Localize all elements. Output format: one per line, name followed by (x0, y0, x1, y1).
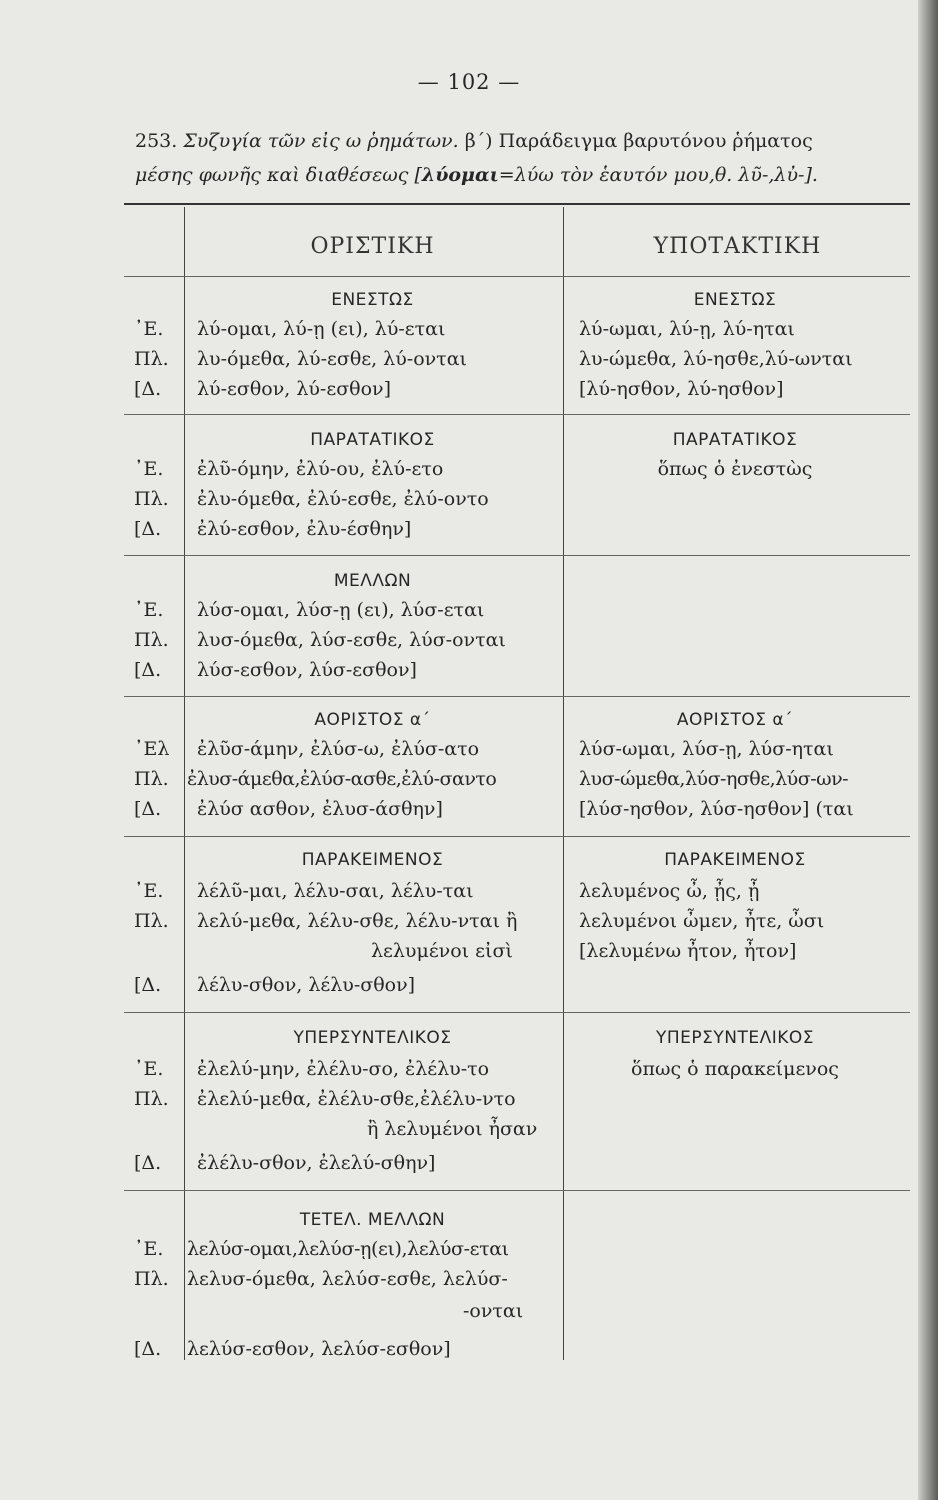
tense-heading-left: ΕΝΕΣΤΩΣ (331, 290, 414, 310)
tense-heading-right: ΑΟΡΙΣΤΟΣ α΄ (676, 710, 794, 730)
indicative-form: λυσ-όμεθα, λύσ-εσθε, λύσ-ονται (197, 629, 506, 651)
tense-heading-right: ΕΝΕΣΤΩΣ (693, 290, 777, 310)
number-label: Πλ. (134, 768, 169, 790)
indicative-form: ἐλῦσ-άμην, ἐλύσ-ω, ἐλύσ-ατο (197, 738, 480, 760)
subjunctive-form: [λελυμένω ἦτον, ἦτον] (579, 940, 797, 962)
conjugation-row (0, 488, 938, 518)
conjugation-row (0, 518, 938, 548)
section-heading-line-2 (135, 164, 910, 186)
subjunctive-form: λελυμένος ὦ, ᾖς, ᾖ (579, 880, 760, 902)
indicative-form: λύσ-ομαι, λύσ-ῃ (ει), λύσ-εται (197, 599, 485, 621)
conjugation-row (0, 458, 938, 488)
indicative-form: ἐλελύ-μεθα, ἐλέλυ-σθε,ἐλέλυ-ντο (197, 1088, 516, 1110)
number-label: Πλ. (134, 488, 169, 510)
indicative-form: ἐλῦ-όμην, ἐλύ-ου, ἐλύ-ετο (197, 458, 444, 480)
number-label: ᾽Ε. (134, 599, 164, 621)
conjugation-row (0, 798, 938, 828)
number-label: ᾽Ε. (134, 880, 164, 902)
indicative-form: λελύσ-ομαι,λελύσ-ῃ(ει),λελύσ-εται (187, 1238, 509, 1260)
conjugation-row (0, 318, 938, 348)
conjugation-row (0, 1058, 938, 1088)
subjunctive-form: λύ-ωμαι, λύ-ῃ, λύ-ηται (579, 318, 795, 340)
indicative-form: ἐλυσ-άμεθα,ἐλύσ-ασθε,ἐλύ-σαντο (187, 768, 497, 790)
conjugation-row (0, 974, 938, 1004)
indicative-form: ἐλυ-όμεθα, ἐλύ-εσθε, ἐλύ-οντο (197, 488, 489, 510)
tense-heading-left: ΜΕΛΛΩΝ (333, 571, 412, 591)
subjunctive-note: ὅπως ὁ ἐνεστὼς (657, 458, 813, 480)
tense-heading-right: ΥΠΕΡΣΥΝΤΕΛΙΚΟΣ (655, 1028, 815, 1048)
separator (124, 1190, 910, 1191)
tense-heading-left: ΠΑΡΑΤΑΤΙΚΟΣ (310, 430, 435, 450)
heading-line2-bold: λύομαι (421, 164, 499, 186)
tense-heading-left: ΑΟΡΙΣΤΟΣ α΄ (314, 710, 431, 730)
number-label: [Δ. (134, 378, 162, 400)
section-title-rest: β΄) Παράδειγμα βαρυτόνου ῥήματος (458, 130, 813, 152)
conjugation-row (0, 880, 938, 910)
conjugation-row (0, 1088, 938, 1118)
conjugation-row (0, 378, 938, 408)
indicative-form-continuation: λελυμένοι εἰσὶ (371, 940, 513, 962)
separator (124, 696, 910, 697)
conjugation-row (0, 348, 938, 378)
number-label: Πλ. (134, 910, 169, 932)
number-label: [Δ. (134, 974, 162, 996)
heading-line2-end: =λύω τὸν ἑαυτόν μου,θ. λῦ-,λὐ-]. (498, 164, 818, 186)
section-heading-line-1 (135, 130, 910, 152)
tense-heading-left: ΤΕΤΕΛ. ΜΕΛΛΩΝ (299, 1210, 446, 1230)
conjugation-row (0, 629, 938, 659)
conjugation-row-continuation (0, 1118, 938, 1148)
number-label: Πλ. (134, 629, 169, 651)
tense-heading-right: ΠΑΡΑΤΑΤΙΚΟΣ (672, 430, 798, 450)
number-label: [Δ. (134, 659, 162, 681)
indicative-form: λύ-εσθον, λύ-εσθον] (197, 378, 391, 400)
indicative-form: λελύσ-εσθον, λελύσ-εσθον] (187, 1338, 451, 1360)
number-label: [Δ. (134, 1152, 162, 1174)
heading-rule (124, 203, 910, 205)
number-label: ᾽Ε. (134, 1058, 164, 1080)
number-label: Πλ. (134, 348, 169, 370)
indicative-form: λελυσ-όμεθα, λελύσ-εσθε, λελύσ- (187, 1268, 508, 1290)
section-number: 253. (135, 130, 178, 152)
subjunctive-form: [λύσ-ησθον, λύσ-ησθον] (ται (579, 798, 854, 820)
number-label: ᾽Ε. (134, 458, 164, 480)
separator (124, 276, 910, 277)
conjugation-row (0, 1338, 938, 1368)
conjugation-row (0, 1268, 938, 1298)
number-label: ᾽Ελ (134, 738, 170, 760)
indicative-form: ἐλελύ-μην, ἐλέλυ-σο, ἐλέλυ-το (197, 1058, 490, 1080)
separator (124, 555, 910, 556)
subjunctive-form: [λύ-ησθον, λύ-ησθον] (579, 378, 784, 400)
conjugation-row (0, 910, 938, 940)
indicative-form: λέλῦ-μαι, λέλυ-σαι, λέλυ-ται (197, 880, 474, 902)
indicative-form: λύ-ομαι, λύ-ῃ (ει), λύ-εται (197, 318, 446, 340)
conjugation-row (0, 738, 938, 768)
conjugation-row (0, 1152, 938, 1182)
number-label: [Δ. (134, 1338, 162, 1360)
number-label: Πλ. (134, 1268, 169, 1290)
conjugation-row (0, 659, 938, 689)
conjugation-row (0, 599, 938, 629)
tense-heading-left: ΠΑΡΑΚΕΙΜΕΝΟΣ (301, 850, 444, 870)
conjugation-row-continuation (0, 940, 938, 970)
subjunctive-form: λύσ-ωμαι, λύσ-ῃ, λύσ-ηται (579, 738, 834, 760)
subjunctive-note: ὅπως ὁ παρακείμενος (631, 1058, 839, 1080)
heading-line2-start: μέσης φωνῆς καὶ διαθέσεως [ (135, 164, 422, 186)
subjunctive-form: λυ-ώμεθα, λύ-ησθε,λύ-ωνται (579, 348, 853, 370)
indicative-form-continuation: ἢ λελυμένοι ἦσαν (367, 1118, 538, 1140)
indicative-form: ἐλέλυ-σθον, ἐλελύ-σθην] (197, 1152, 436, 1174)
separator (124, 836, 910, 837)
number-label: ᾽Ε. (134, 318, 164, 340)
number-label: Πλ. (134, 1088, 169, 1110)
separator (124, 414, 910, 415)
section-title: Συζυγία τῶν εἰς ω ῥημάτων. (183, 130, 459, 152)
tense-heading-right: ΠΑΡΑΚΕΙΜΕΝΟΣ (664, 850, 806, 870)
subjunctive-form: λυσ-ώμεθα,λύσ-ησθε,λύσ-ων- (579, 768, 849, 790)
number-label: ᾽Ε. (134, 1238, 164, 1260)
conjugation-row-continuation (0, 1300, 938, 1330)
subjunctive-form: λελυμένοι ὦμεν, ἦτε, ὦσι (579, 910, 825, 932)
indicative-form: λελύ-μεθα, λέλυ-σθε, λέλυ-νται ἢ (197, 910, 518, 932)
page-number: — 102 — (417, 70, 521, 94)
number-label: [Δ. (134, 798, 162, 820)
number-label: [Δ. (134, 518, 162, 540)
indicative-form: λυ-όμεθα, λύ-εσθε, λύ-ονται (197, 348, 467, 370)
separator (124, 1012, 910, 1013)
indicative-form: ἐλύσ ασθον, ἐλυσ-άσθην] (197, 798, 443, 820)
indicative-form-continuation: -ονται (463, 1300, 524, 1322)
indicative-form: λέλυ-σθον, λέλυ-σθον] (197, 974, 416, 996)
indicative-form: ἐλύ-εσθον, ἐλυ-έσθην] (197, 518, 412, 540)
indicative-form: λύσ-εσθον, λύσ-εσθον] (197, 659, 417, 681)
tense-heading-left: ΥΠΕΡΣΥΝΤΕΛΙΚΟΣ (293, 1028, 452, 1048)
column-title-indicative: ΟΡΙΣΤΙΚΗ (310, 234, 435, 259)
column-title-subjunctive: ΥΠΟΤΑΚΤΙΚΗ (653, 234, 822, 259)
conjugation-row (0, 1238, 938, 1268)
conjugation-row (0, 768, 938, 798)
